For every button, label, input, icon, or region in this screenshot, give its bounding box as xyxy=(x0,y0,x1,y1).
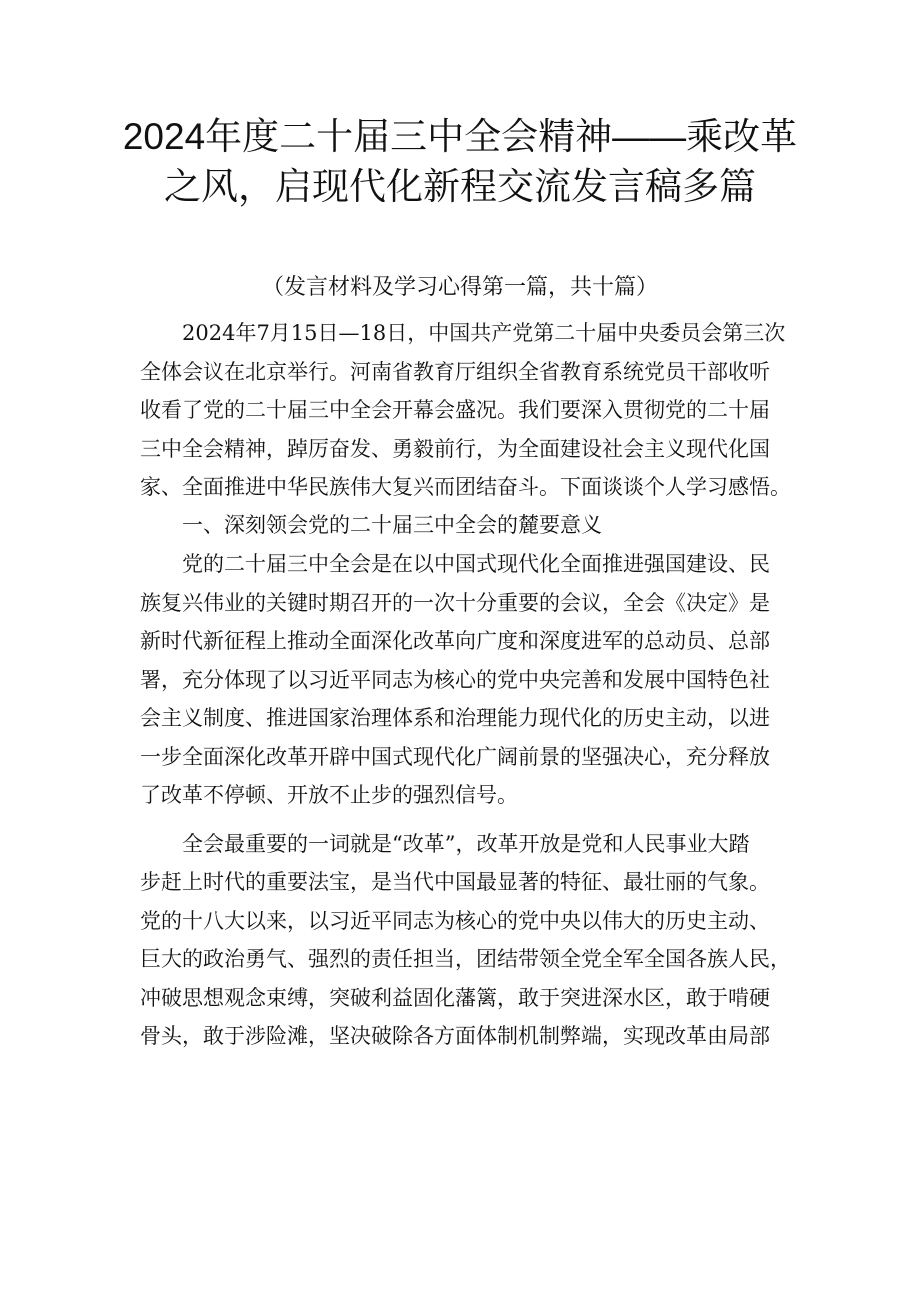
text-line: 巨大的政治勇气、强烈的责任担当，团结带领全党全军全国各族人民， xyxy=(140,947,791,971)
text-line: 了改革不停顿、开放不止步的强烈信号。 xyxy=(140,783,518,807)
text-line: 署，充分体现了以习近平同志为核心的党中央完善和发展中国特色社 xyxy=(140,667,770,692)
text-line: 族复兴伟业的关键时期召开的一次十分重要的会议，全会《决定》是 xyxy=(140,590,770,615)
paragraph-reform xyxy=(140,825,791,1056)
title-line: 之风，启现代化新程交流发言稿多篇 xyxy=(164,166,756,207)
text-line: 步赶上时代的重要法宝，是当代中国最显著的特征、最壮丽的气象。 xyxy=(140,870,770,894)
text-line: 骨头，敢于涉险滩，坚决破除各方面体制机制弊端，实现改革由局部 xyxy=(140,1024,770,1048)
text-line: 党的二十届三中全会是在以中国式现代化全面推进强国建设、民 xyxy=(182,552,770,576)
paragraph-gap xyxy=(140,815,786,825)
document-title xyxy=(100,112,820,212)
text-line: 全体会议在北京举行。河南省教育厅组织全省教育系统党员干部收听 xyxy=(140,359,770,384)
text-line: 新时代新征程上推动全面深化改革向广度和深度进军的总动员、总部 xyxy=(140,629,770,653)
section-heading: 一、深刻领会党的二十届三中全会的麓要意义 xyxy=(182,513,602,537)
text-line: 收看了党的二十届三中全会开幕会盛况。我们要深入贯彻党的二十届 xyxy=(140,398,770,422)
title-line: 2024年度二十届三中全会精神——乘改革 xyxy=(122,116,798,157)
document-subtitle: （发言材料及学习心得第一篇，共十篇） xyxy=(261,274,658,299)
text-line: 家、全面推进中华民族伟大复兴而团结奋斗。下面谈谈个人学习感悟。 xyxy=(140,475,791,499)
paragraph-intro xyxy=(140,314,791,507)
document-body xyxy=(140,314,791,1056)
text-line: 2024年7月15日—18日，中国共产党第二十届中央委员会第三次 xyxy=(182,321,786,345)
text-line: 三中全会精神，踔厉奋发、勇毅前行，为全面建设社会主义现代化国 xyxy=(140,436,770,461)
text-line: 党的十八大以来，以习近平同志为核心的党中央以伟大的历史主动、 xyxy=(140,908,770,933)
text-line: 全会最重要的一词就是“改革”，改革开放是党和人民事业大踏 xyxy=(182,831,750,856)
text-line: 冲破思想观念束缚，突破利益固化藩篱，敢于突进深水区，敢于啃硬 xyxy=(140,985,770,1010)
paragraph-significance xyxy=(140,545,786,815)
text-line: 一步全面深化改革开辟中国式现代化广阔前景的坚强决心，充分释放 xyxy=(140,744,770,769)
text-line: 会主义制度、推进国家治理体系和治理能力现代化的历史主动，以进 xyxy=(140,706,770,730)
